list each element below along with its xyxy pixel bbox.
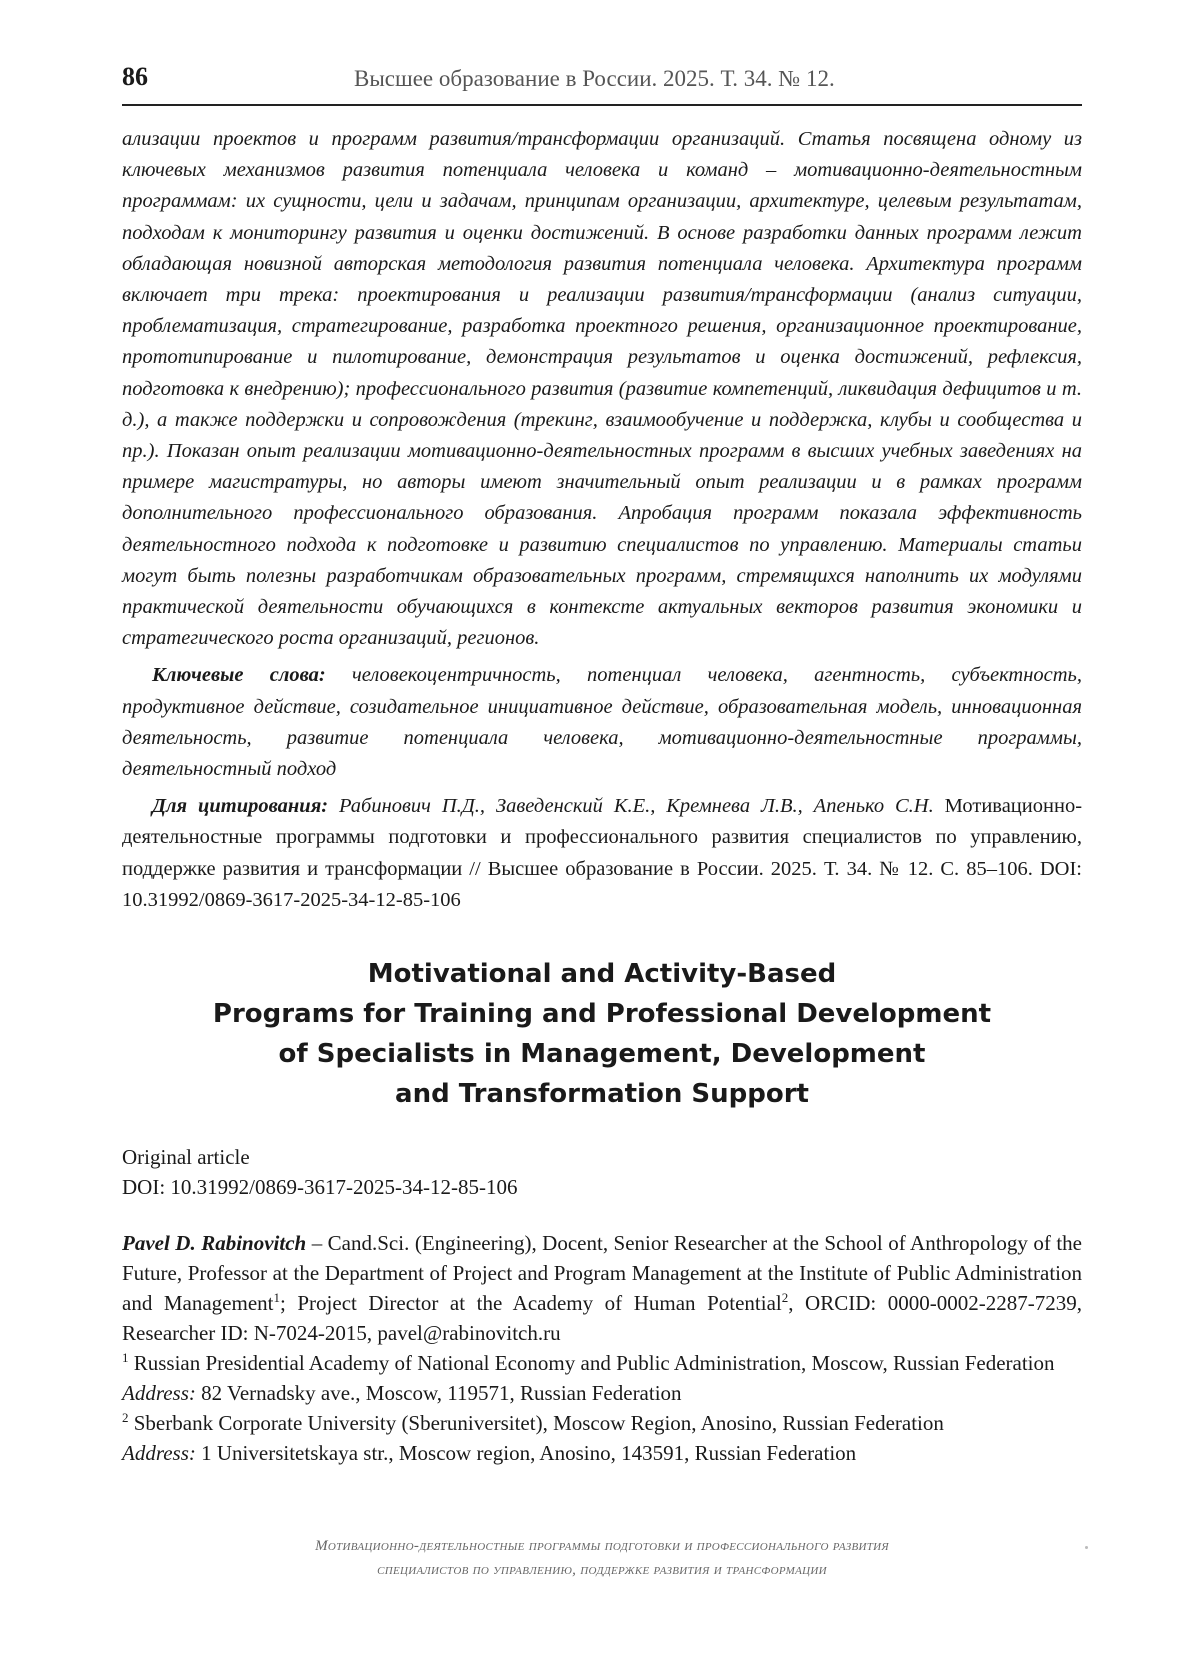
address-text: 82 Vernadsky ave., Moscow, 119571, Russian Federation <box>195 1381 682 1406</box>
address-label: Address: <box>122 1441 196 1466</box>
keywords-text: человекоцентричность, потенциал человека, агентность, субъектность, продуктивное действие, созидательное инициативное действие, образовательная модель, инновационная деятельность, развитие потенциала человека, мотивационно-деятельностные программы, деятельностный подход <box>122 664 1082 781</box>
affiliation-name: Sberbank Corporate University (Sberuniversitet), Moscow Region, Anosino, Russian Federation <box>128 1411 944 1436</box>
citation-text: Мотивационно-деятельностные программы подготовки и профессионального развития специалистов по управлению, поддержке развития и трансформации // Высшее образование в России. 2025. Т. 34. № 12. С. 85–106. DOI: 10.31992/0869-3617-2025-34-12-85-106 <box>122 795 1083 911</box>
journal-citation: Высшее образование в России. 2025. Т. 34. № 12. <box>354 66 835 91</box>
title-line: Motivational and Activity-Based <box>367 959 837 990</box>
citation-authors: Рабинович П.Д., Заведенский К.Е., Кремнева Л.В., Апенько С.Н. <box>339 795 934 818</box>
english-title <box>122 954 1082 1114</box>
title-line: and Transformation Support <box>395 1079 809 1110</box>
author-text: – Cand.Sci. (Engineering), Docent, Senior Researcher at the School of Anthropology of the Future, Professor at the Department of Project and Program Management at the Institute of Public Administration and Management <box>122 1231 1082 1316</box>
author-text: , ORCID: 0000-0002-2287-7239, Researcher ID: N-7024-2015, pavel@rabinovitch.ru <box>122 1291 1082 1346</box>
affiliation-mark: 2 <box>781 1290 789 1306</box>
affiliation-2-address <box>122 1438 1082 1468</box>
affiliation-mark: 2 <box>122 1410 129 1426</box>
affiliation-name: Russian Presidential Academy of National Economy and Public Administration, Moscow, Russian Federation <box>128 1351 1055 1376</box>
article-type: Original article <box>122 1145 250 1170</box>
affiliation-mark: 1 <box>273 1290 280 1306</box>
address-label: Address: <box>122 1381 196 1406</box>
author-name: Pavel D. Rabinovitch <box>122 1231 307 1256</box>
running-footer <box>122 1534 1082 1582</box>
author-info <box>122 1228 1082 1348</box>
footer-line: специалистов по управлению, поддержке развития и трансформации <box>377 1562 827 1578</box>
keywords-label: Ключевые слова: <box>152 664 326 687</box>
title-line: of Specialists in Management, Development <box>278 1039 926 1070</box>
affiliation-mark: 1 <box>122 1350 129 1366</box>
footer-line: Мотивационно-деятельностные программы подготовки и профессионального развития <box>315 1538 889 1554</box>
article-doi: DOI: 10.31992/0869-3617-2025-34-12-85-106 <box>122 1175 518 1200</box>
citation-paragraph <box>122 791 1082 916</box>
address-text: 1 Universitetskaya str., Moscow region, Anosino, 143591, Russian Federation <box>195 1441 857 1466</box>
running-header <box>122 58 1082 106</box>
page-number: 86 <box>122 62 148 91</box>
affiliation-1 <box>122 1348 1082 1378</box>
title-line: Programs for Training and Professional Development <box>212 999 992 1030</box>
affiliation-2 <box>122 1408 1082 1438</box>
affiliation-1-address <box>122 1378 1082 1408</box>
abstract-text: ализации проектов и программ развития/трансформации организаций. Статья посвящена одному из ключевых механизмов развития потенциала человека и команд – мотивационно-деятельностным программам: их сущности, цели и задачам, принципам организации, архитектуре, целевым результатам, подходам к мониторингу развития и оценки достижений. В основе разработки данных программ лежит обладающая новизной авторская методология развития потенциала человека. Архитектура программ включает три трека: проектирования и реализации развития/трансформации (анализ ситуации, проблематизация, стратегирование, разработка проектного решения, организационное проектирование, прототипирование и пилотирование, демонстрация результатов и оценка достижений, рефлексия, подготовка к внедрению); профессионального развития (развитие компетенций, ликвидация дефицитов и т. д.), а также поддержки и сопровождения (трекинг, взаимообучение и поддержка, клубы и сообщества и пр.). Показан опыт реализации мотивационно-деятельностных программ в высших учебных заведениях на примере магистратуры, но авторы имеют значительный опыт реализации и в рамках программ дополнительного профессионального образования. Апробация программ показала эффективность деятельностного подхода к подготовке и развитию специалистов по управлению. Материалы статьи могут быть полезны разработчикам образовательных программ, стремящихся наполнить их модулями практической деятельности обучающихся в контексте актуальных векторов развития экономики и стратегического роста организаций, регионов. <box>122 128 1082 650</box>
citation-label: Для цитирования: <box>152 795 329 818</box>
decorative-dot <box>1085 1546 1088 1549</box>
article-body <box>122 124 1082 1468</box>
author-text: ; Project Director at the Academy of Human Potential <box>280 1291 782 1316</box>
keywords-paragraph <box>122 660 1082 785</box>
article-meta <box>122 1142 1082 1202</box>
